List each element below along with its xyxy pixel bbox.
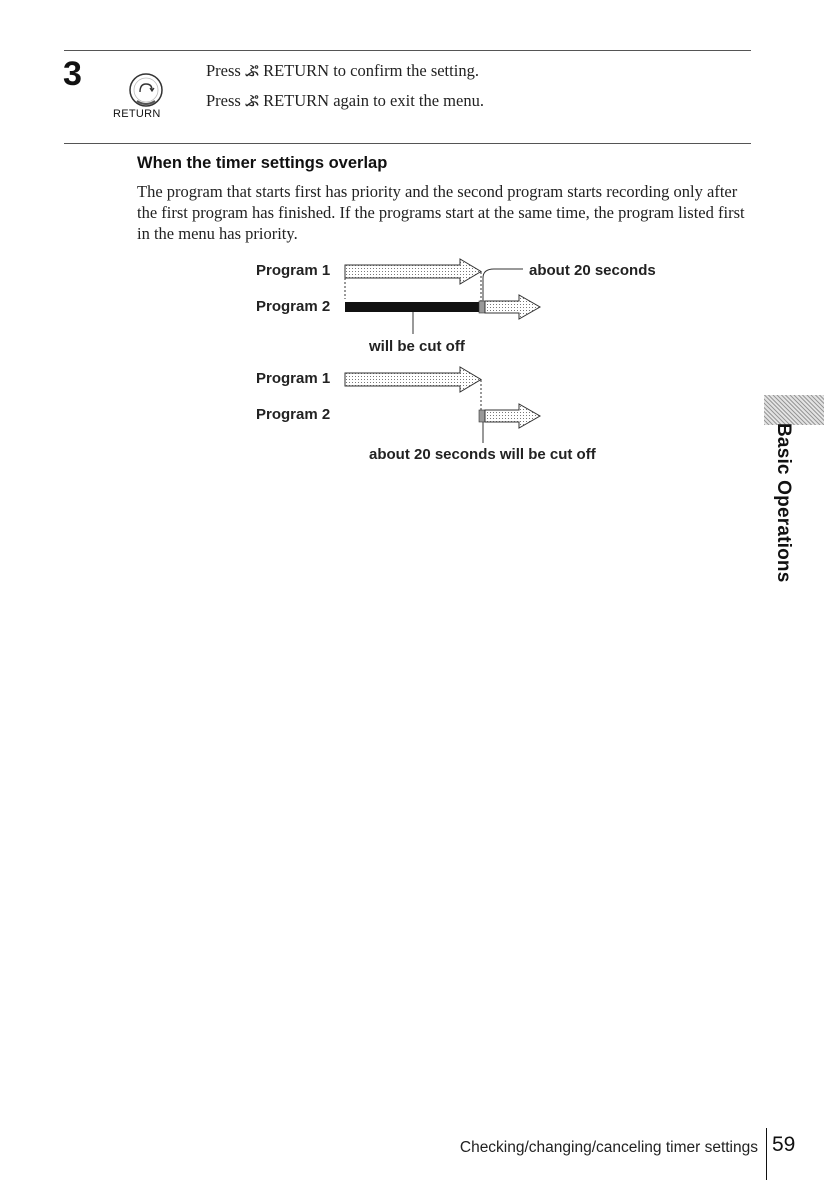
return-glyph-icon: ぷ [244,95,259,110]
instruction-exit-prefix: Press [206,91,241,110]
section-rule [64,143,751,144]
return-button-label: RETURN [113,108,161,120]
overlap-diagram [250,256,680,471]
footer-divider [766,1128,767,1180]
section-heading: When the timer settings overlap [137,154,388,172]
case1-note-bottom: will be cut off [369,338,465,355]
case2-program2-label: Program 2 [256,406,331,423]
case1-callout-line [483,269,523,302]
case2-program2-arrow [485,404,540,428]
case1-program1-label: Program 1 [256,262,331,279]
case2-program1-label: Program 1 [256,370,331,387]
side-tab-label: Basic Operations [773,423,794,583]
step-number: 3 [63,55,82,93]
case2-program1-arrow [345,367,481,392]
section-paragraph: The program that starts first has priority and the second program starts recording only after the first program has finished. If the programs start at the same time, the program listed first in the menu has priority. [137,182,745,243]
instruction-exit [206,91,484,111]
return-glyph-icon: ぷ [244,65,259,80]
footer-section-title: Checking/changing/canceling timer settings [459,1139,758,1156]
side-tab-marker [764,395,824,425]
case1-note-top: about 20 seconds [529,262,656,279]
case1-program2-label: Program 2 [256,298,331,315]
instruction-confirm [206,61,479,81]
instruction-confirm-suffix: RETURN to confirm the setting. [263,61,479,80]
case1-program2-arrow [485,295,540,319]
instruction-exit-suffix: RETURN again to exit the menu. [263,91,484,110]
case2-note: about 20 seconds will be cut off [369,446,596,463]
case1-program2-cut-bar [345,302,485,312]
page-number: 59 [772,1133,796,1156]
case1-program1-arrow [345,259,481,284]
top-rule [64,50,751,51]
instruction-confirm-prefix: Press [206,61,241,80]
